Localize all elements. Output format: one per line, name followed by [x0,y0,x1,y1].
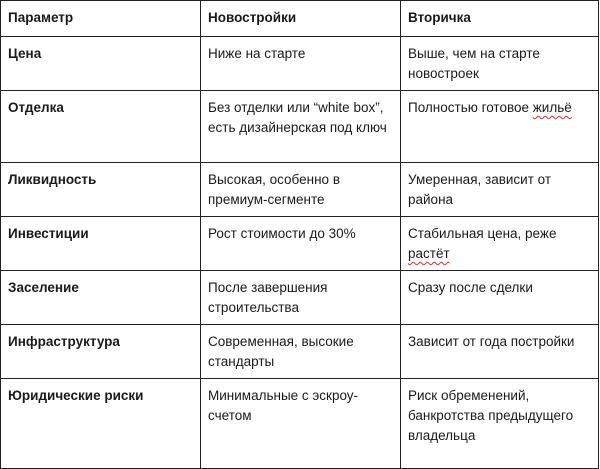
row-new-buildings[interactable]: Рост стоимости до 30% [201,217,401,271]
row-parameter[interactable]: Заселение [1,271,201,325]
table-row [1,91,599,163]
table-row [1,217,599,271]
table-row [1,271,599,325]
row-parameter[interactable]: Цена [1,37,201,91]
row-resale[interactable] [401,217,599,271]
spellcheck-flagged-word[interactable]: растёт [408,246,450,261]
row-resale[interactable]: Зависит от года постройки [401,325,599,379]
table-header-row [1,1,599,37]
row-parameter[interactable]: Инвестиции [1,217,201,271]
row-parameter[interactable]: Инфраструктура [1,325,201,379]
header-resale: Вторичка [401,1,599,37]
header-parameter: Параметр [1,1,201,37]
row-new-buildings[interactable]: Ниже на старте [201,37,401,91]
spellcheck-flagged-word[interactable]: жильё [532,100,572,115]
row-new-buildings[interactable]: Без отделки или “white box”, есть дизайнерская под ключ [201,91,401,163]
table-row [1,163,599,217]
table-row [1,37,599,91]
resale-text: Стабильная цена, реже [408,226,557,241]
table-row [1,379,599,469]
row-parameter[interactable]: Отделка [1,91,201,163]
header-new-buildings: Новостройки [201,1,401,37]
row-resale[interactable]: Сразу после сделки [401,271,599,325]
row-new-buildings[interactable]: Современная, высокие стандарты [201,325,401,379]
row-new-buildings[interactable]: После завершения строительства [201,271,401,325]
row-parameter[interactable]: Ликвидность [1,163,201,217]
row-resale[interactable] [401,91,599,163]
resale-text: Полностью готовое [408,100,533,115]
table-row [1,325,599,379]
row-resale[interactable]: Умеренная, зависит от района [401,163,599,217]
row-resale[interactable]: Выше, чем на старте новостроек [401,37,599,91]
row-new-buildings[interactable]: Высокая, особенно в премиум-сегменте [201,163,401,217]
row-resale[interactable]: Риск обременений, банкротства предыдущего владельца [401,379,599,469]
row-new-buildings[interactable]: Минимальные с эскроу-счетом [201,379,401,469]
row-parameter[interactable]: Юридические риски [1,379,201,469]
